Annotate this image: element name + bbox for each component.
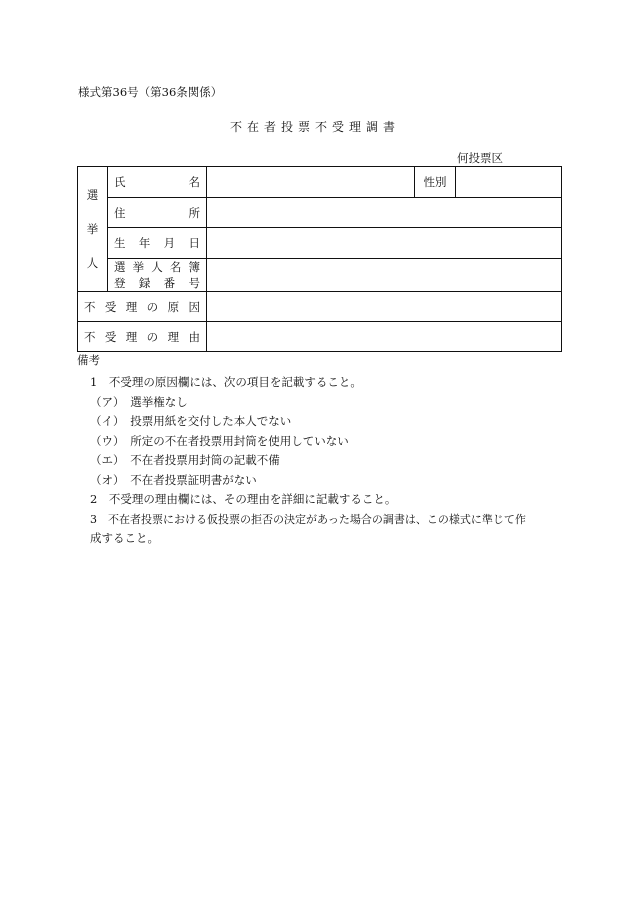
registry-number-field[interactable] [207, 259, 562, 292]
gender-field[interactable] [456, 167, 562, 198]
rejection-cause-label: 不 受 理 の 原 因 [78, 292, 207, 322]
note-sub-b: （イ） 投票用紙を交付した本人でない [90, 414, 292, 428]
rejection-reason-field[interactable] [207, 322, 562, 352]
voter-group-label: 選 挙 人 [78, 167, 108, 292]
note-sub-e: （オ） 不在者投票証明書がない [90, 473, 257, 487]
name-label: 氏 名 [108, 167, 207, 198]
name-field[interactable] [207, 167, 415, 198]
document-title: 不在者投票不受理調書 [229, 120, 400, 134]
note-sub-c: （ウ） 所定の不在者投票用封筒を使用していない [90, 434, 349, 448]
date-of-birth-field[interactable] [207, 228, 562, 259]
rejection-cause-field[interactable] [207, 292, 562, 322]
note-item-1: 1 不受理の原因欄には、次の項目を記載すること。 [90, 375, 362, 389]
address-label: 住 所 [108, 198, 207, 228]
note-sub-a: （ア） 選挙権なし [90, 395, 188, 409]
note-item-2: 2 不受理の理由欄には、その理由を詳細に記載すること。 [90, 492, 397, 506]
address-field[interactable] [207, 198, 562, 228]
note-sub-d: （エ） 不在者投票用封筒の記載不備 [90, 453, 280, 467]
notes-heading: 備考 [77, 353, 100, 367]
form-number: 様式第36号（第36条関係） [78, 85, 223, 99]
rejection-reason-label: 不 受 理 の 理 由 [78, 322, 207, 352]
form-table [77, 166, 562, 352]
registry-number-label: 選 挙 人 名 簿 登 録 番 号 [108, 259, 207, 292]
note-item-3-line-2: 成すること。 [90, 531, 159, 545]
polling-district-label: 何投票区 [457, 151, 503, 165]
gender-label: 性別 [415, 167, 456, 198]
note-item-3-line-1: 3 不在者投票における仮投票の拒否の決定があった場合の調書は、この様式に準じて作 [90, 513, 526, 526]
date-of-birth-label: 生 年 月 日 [108, 228, 207, 259]
